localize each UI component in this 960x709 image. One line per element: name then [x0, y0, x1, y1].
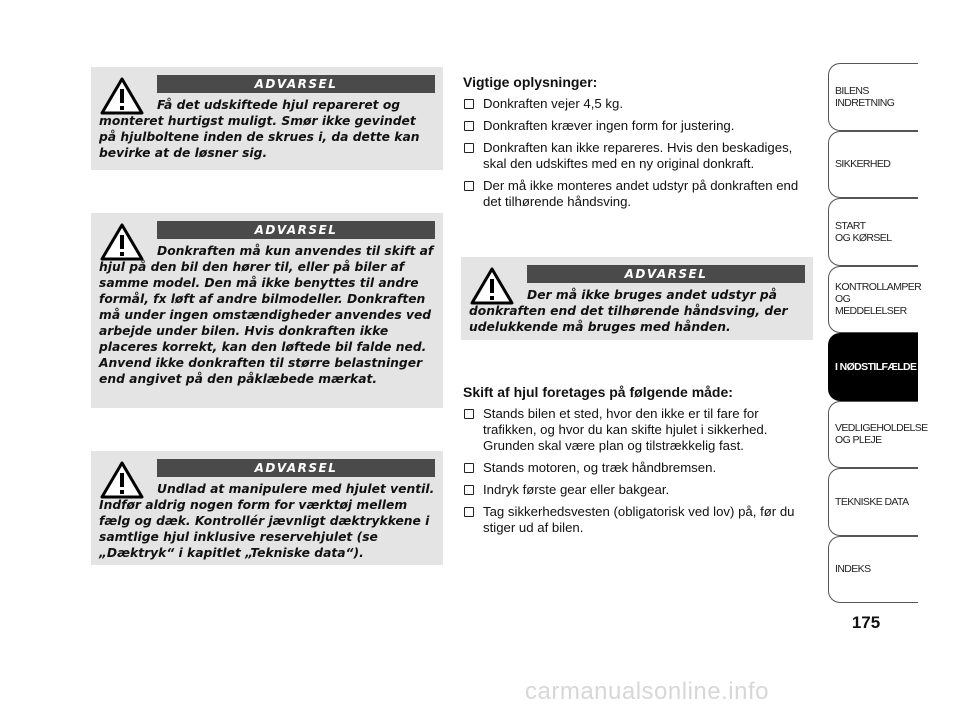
warning-heading: ADVARSEL: [527, 265, 805, 283]
warning-text: Undlad at manipulere med hjulet ventil. Indfør aldrig nogen form for værktøj mellem fælg og dæk. Kontrollér jævnligt dæktrykkene i samtlige hjul inklusive reservehjulet (se „Dæktryk“ i kapitlet „Tekniske data“).: [99, 482, 435, 560]
warning-triangle-icon: [100, 77, 144, 115]
warning-text: Få det udskiftede hjul repareret og monteret hurtigst muligt. Smør ikke gevindet på hjulboltene inden de skrues i, da dette kan bevirke at de løsner sig.: [99, 98, 420, 160]
warning-triangle-icon: [100, 223, 144, 261]
important-info-title: Vigtige oplysninger:: [463, 74, 598, 90]
list-item: Donkraften kan ikke repareres. Hvis den beskadiges, skal den udskiftes med en ny original donkraft.: [463, 140, 813, 172]
procedure-section: [463, 384, 813, 542]
procedure-title: Skift af hjul foretages på følgende måde:: [463, 384, 733, 400]
checkbox-bullet-icon: [464, 99, 474, 109]
warning-text: Donkraften må kun anvendes til skift af hjul på den bil den hører til, eller på biler af samme model. Den må ikke benyttes til andre formål, fx løft af andre bilmodeller. Donkraften må under ingen omstændigheder anvendes ved arbejde under bilen. Hvis donkraften ikke placeres korrekt, kan den løftede bil falde ned. Anvend ikke donkraften til større belastninger end angivet på den påklæbede mærkat.: [99, 244, 434, 386]
checkbox-bullet-icon: [464, 143, 474, 153]
watermark: carmanualsonline.info: [525, 678, 769, 705]
checkbox-bullet-icon: [464, 121, 474, 131]
tab-bilens-indretning[interactable]: BILENS INDRETNING: [828, 63, 918, 131]
tab-kontrollamper[interactable]: KONTROLLAMPER OG MEDDELELSER: [828, 266, 918, 334]
chapter-tabs: [828, 63, 928, 603]
warning-box-valve: [91, 451, 443, 565]
warning-triangle-icon: [470, 267, 514, 305]
tab-indeks[interactable]: INDEKS: [828, 536, 918, 604]
checkbox-bullet-icon: [464, 507, 474, 517]
list-item: Donkraften vejer 4,5 kg.: [463, 96, 813, 112]
list-item: Der må ikke monteres andet udstyr på donkraften end det tilhørende håndsving.: [463, 178, 813, 210]
tab-start-og-korsel[interactable]: START OG KØRSEL: [828, 198, 918, 266]
page-number: 175: [851, 613, 881, 632]
warning-box-handle: [461, 257, 813, 340]
tab-sikkerhed[interactable]: SIKKERHED: [828, 131, 918, 199]
checkbox-bullet-icon: [464, 409, 474, 419]
checkbox-bullet-icon: [464, 181, 474, 191]
procedure-list: [463, 406, 813, 536]
warning-text: Der må ikke bruges andet udstyr på donkraften end det tilhørende håndsving, der udelukkende må bruges med hånden.: [469, 288, 788, 334]
list-item: Indryk første gear eller bakgear.: [463, 482, 813, 498]
tab-tekniske-data[interactable]: TEKNISKE DATA: [828, 468, 918, 536]
warning-heading: ADVARSEL: [157, 221, 435, 239]
warning-heading: ADVARSEL: [157, 459, 435, 477]
tab-i-nodstilfaelde[interactable]: I NØDSTILFÆLDE: [828, 333, 918, 401]
list-item: Tag sikkerhedsvesten (obligatorisk ved lov) på, før du stiger ud af bilen.: [463, 504, 813, 536]
list-item: Stands bilen et sted, hvor den ikke er til fare for trafikken, og hvor du kan skifte hjulet i sikkerhed. Grunden skal være plan og tilstrækkelig fast.: [463, 406, 813, 454]
warning-heading: ADVARSEL: [157, 75, 435, 93]
warning-box-jack-usage: [91, 213, 443, 408]
important-info-section: [463, 74, 813, 216]
checkbox-bullet-icon: [464, 463, 474, 473]
warning-triangle-icon: [100, 461, 144, 499]
list-item: Donkraften kræver ingen form for justering.: [463, 118, 813, 134]
list-item: Stands motoren, og træk håndbremsen.: [463, 460, 813, 476]
checkbox-bullet-icon: [464, 485, 474, 495]
tab-vedligeholdelse[interactable]: VEDLIGEHOLDELSE OG PLEJE: [828, 401, 918, 469]
important-info-list: [463, 96, 813, 210]
warning-box-wheel-repair: [91, 67, 443, 170]
